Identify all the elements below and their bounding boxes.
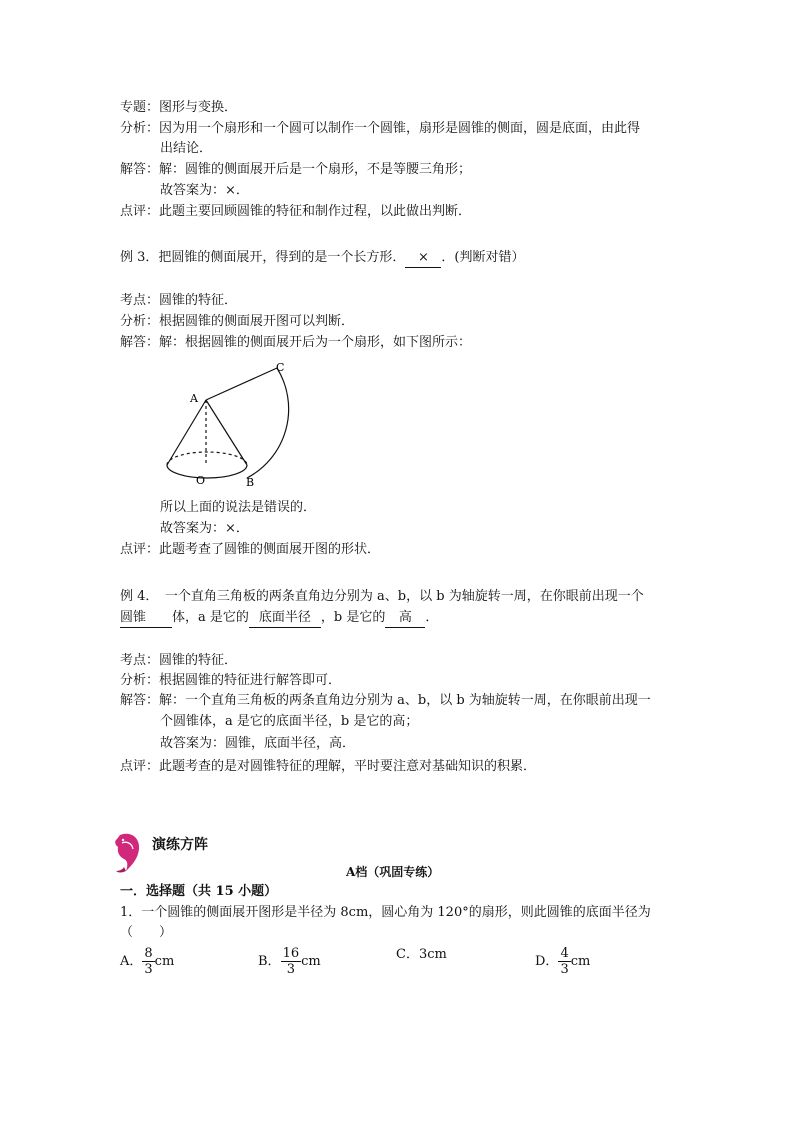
example4-analysis [120,672,341,690]
example4-blank-2: 底面半径 [249,609,321,628]
example3-answer-blank: × [405,249,441,268]
option-d[interactable] [535,946,590,977]
example3-comment [120,541,380,559]
cone-right-side [206,400,247,465]
option-b-unit: cm [301,954,321,969]
example3-after-2 [160,520,249,538]
point-label: 考点： [120,653,160,668]
analysis-label: 分析： [120,314,160,329]
answer-text: 解：圆锥的侧面展开后是一个扇形，不是等腰三角形； [159,162,472,177]
option-b-numerator: 16 [282,946,300,961]
topic-line [120,99,237,117]
cone-base-front [167,465,247,478]
option-a-fraction [142,946,154,977]
label-a: A [190,392,198,405]
cone-left-side [167,400,206,465]
example4-question-line2 [120,609,438,628]
option-b-fraction [281,946,302,977]
answer-result-text: 故答案为：圆锥，底面半径，高． [160,736,356,751]
comment-line [120,203,471,221]
option-d-fraction [558,946,570,977]
example3-question-text: 例 3．把圆锥的侧面展开，得到的是一个长方形． [120,250,406,265]
level-title-text: A档（巩固专练） [346,865,440,879]
example3-analysis [120,313,354,331]
option-a-prefix: A． [120,954,143,969]
dolphin-logo-icon [112,831,146,875]
question-1-line1 [120,904,651,922]
part-title-text: 一．选择题（共 15 小题） [120,884,278,899]
analysis-line-2 [160,140,212,158]
answer-label: 解答： [120,335,160,350]
option-b-prefix: B． [258,954,281,969]
question-1-line2 [120,924,172,942]
sector-edge-ac [206,368,277,400]
analysis-label: 分析： [120,121,160,136]
example4-comment [120,758,536,776]
topic-text: 图形与变换． [159,100,238,115]
example4-mid-2: ，b 是它的 [320,610,386,625]
answer-label: 解答： [120,693,160,708]
part-title [120,883,277,901]
analysis-text: 因为用一个扇形和一个圆可以制作一个圆锥，扇形是圆锥的侧面，圆是底面，由此得 [159,121,641,136]
example3-point [120,292,237,310]
question-1-text: 1．一个圆锥的侧面展开图形是半径为 8cm，圆心角为 120°的扇形，则此圆锥的底面半径为 [120,905,651,920]
option-a-denominator: 3 [144,962,153,977]
label-c: C [276,361,285,374]
option-a-numerator: 8 [144,946,153,961]
section-title-text: 演练方阵 [152,837,208,853]
answer-text: 解：一个直角三角板的两条直角边分别为 a、b，以 b 为轴旋转一周，在你眼前出现一 [159,693,651,708]
example4-question-line1 [120,588,644,606]
option-c[interactable] [396,946,447,964]
example4-mid-1: 体，a 是它的 [172,610,249,625]
comment-label: 点评： [120,542,160,557]
topic-label: 专题： [120,100,160,115]
after-text-2: 故答案为：×． [160,521,249,536]
example4-blank-3: 高 [385,609,425,628]
example4-point [120,652,237,670]
comment-label: 点评： [120,204,160,219]
analysis-text: 根据圆锥的侧面展开图可以判断． [159,314,355,329]
example4-answer [120,692,651,710]
option-c-prefix: C． [396,947,419,962]
option-b-denominator: 3 [286,962,295,977]
example3-question [120,249,524,268]
comment-text: 此题考查了圆锥的侧面展开图的形状． [159,542,381,557]
sector-arc [247,368,289,478]
example4-end: ． [425,610,439,625]
option-d-unit: cm [570,954,591,969]
example4-blank-1: 圆锥 [120,609,172,628]
option-a[interactable] [120,946,174,977]
answer-text: 解：根据圆锥的侧面展开后为一个扇形，如下图所示： [159,335,472,350]
example4-answer-3 [160,735,355,753]
answer-result [160,182,249,200]
level-title [346,863,439,881]
analysis-line [120,120,640,138]
example4-question-text: 例 4． 一个直角三角板的两条直角边分别为 a、b，以 b 为轴旋转一周，在你眼前出现一个 [120,589,644,604]
section-title [152,836,208,854]
point-label: 考点： [120,293,160,308]
comment-text: 此题主要回顾圆锥的特征和制作过程，以此做出判断． [159,204,472,219]
analysis-text: 根据圆锥的特征进行解答即可． [159,673,342,688]
analysis-text-cont: 出结论． [160,141,213,156]
comment-label: 点评： [120,759,160,774]
option-b[interactable] [258,946,321,977]
point-text: 圆锥的特征． [159,653,238,668]
analysis-label: 分析： [120,673,160,688]
option-d-denominator: 3 [560,962,569,977]
cone-sector-figure [160,356,300,494]
example3-question-tail: ．(判断对错） [441,250,525,265]
option-d-numerator: 4 [560,946,569,961]
cone-base-back [167,452,247,465]
label-o: O [196,474,206,487]
answer-line [120,161,471,179]
example3-answer [120,334,471,352]
question-1-paren: （ ） [120,925,173,940]
option-a-unit: cm [154,954,175,969]
answer-text-cont: 个圆锥体，a 是它的底面半径，b 是它的高； [160,714,419,729]
comment-text: 此题考查的是对圆锥特征的理解，平时要注意对基础知识的积累． [159,759,537,774]
example3-after-1 [160,499,316,517]
option-c-text: 3cm [418,947,447,962]
label-b: B [246,476,255,489]
point-text: 圆锥的特征． [159,293,238,308]
option-d-prefix: D． [535,954,559,969]
after-text-1: 所以上面的说法是错误的． [160,500,317,515]
answer-result-text: 故答案为：×． [160,183,249,198]
example4-answer-2 [160,713,418,731]
answer-label: 解答： [120,162,160,177]
